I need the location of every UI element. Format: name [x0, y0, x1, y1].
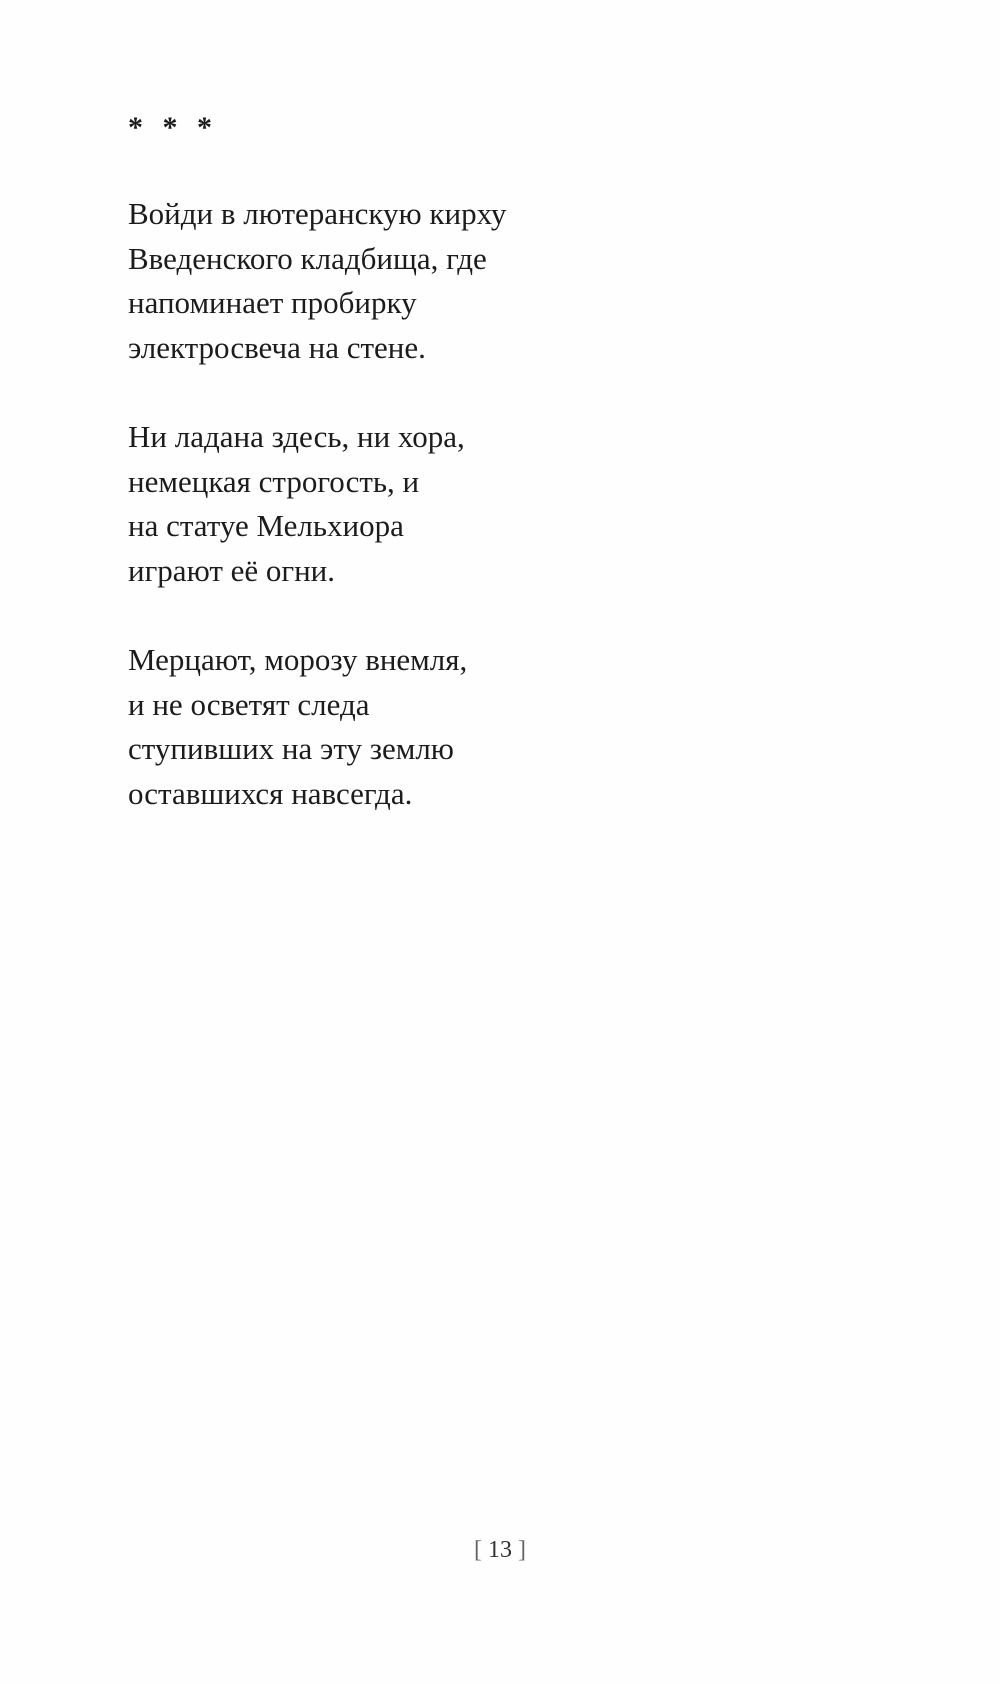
stanza-2	[128, 415, 648, 593]
poem-line: Войди в лютеранскую кирху	[128, 196, 507, 231]
page-number-close-bracket: ]	[518, 1537, 526, 1563]
poem-title-asterisks: * * *	[128, 111, 218, 144]
poem-line: на статуе Мельхиора	[128, 508, 404, 543]
stanza-1	[128, 192, 648, 370]
poem-line: Ни ладана здесь, ни хора,	[128, 419, 465, 454]
poem-line: напоминает пробирку	[128, 285, 417, 320]
page-number-open-bracket: [	[474, 1537, 482, 1563]
poem-line: ступивших на эту землю	[128, 731, 454, 766]
poem-line: и не осветят следа	[128, 686, 370, 722]
poem	[128, 100, 648, 861]
page-number	[0, 1535, 1000, 1565]
poem-line: немецкая строгость, и	[128, 463, 420, 499]
page-number-value: 13	[488, 1537, 512, 1563]
poem-line: играют её огни.	[128, 552, 336, 588]
poem-line: Введенского кладбища, где	[128, 240, 487, 276]
poem-line: электросвеча на стене.	[128, 329, 426, 365]
poem-line: Мерцают, морозу внемля,	[128, 642, 468, 677]
stanza-3	[128, 638, 648, 816]
poem-line: оставшихся навсегда.	[128, 775, 413, 811]
